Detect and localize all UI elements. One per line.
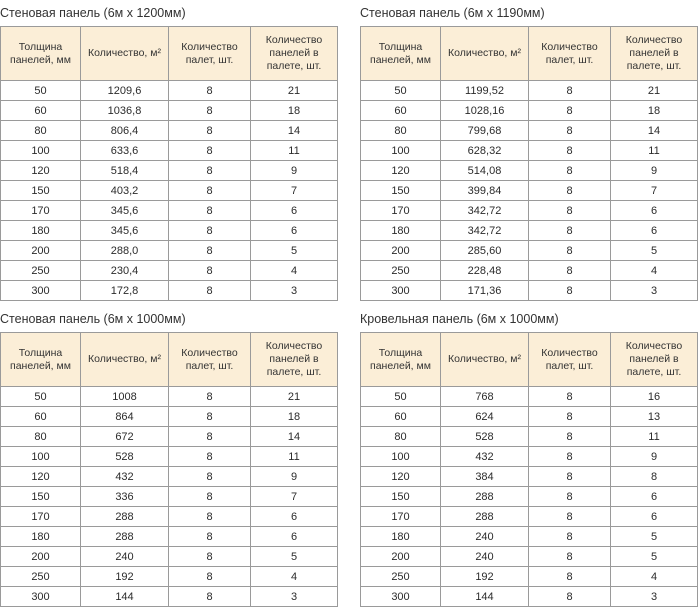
cell-panels-per-pallet: 18 xyxy=(251,407,338,427)
table-row xyxy=(1,121,338,141)
cell-thickness: 100 xyxy=(361,447,441,467)
cell-panels-per-pallet: 3 xyxy=(611,587,698,607)
cell-pallets: 8 xyxy=(169,407,251,427)
cell-thickness: 180 xyxy=(361,221,441,241)
cell-thickness: 60 xyxy=(361,407,441,427)
spec-table xyxy=(0,26,338,301)
table-row xyxy=(1,281,338,301)
cell-panels-per-pallet: 3 xyxy=(251,587,338,607)
table-row xyxy=(1,487,338,507)
header-pallets: Количество палет, шт. xyxy=(529,333,611,387)
cell-thickness: 100 xyxy=(1,141,81,161)
table-row xyxy=(1,467,338,487)
cell-pallets: 8 xyxy=(529,447,611,467)
cell-panels-per-pallet: 14 xyxy=(251,121,338,141)
cell-quantity: 288 xyxy=(81,507,169,527)
cell-pallets: 8 xyxy=(529,181,611,201)
cell-thickness: 50 xyxy=(1,81,81,101)
cell-quantity: 342,72 xyxy=(441,221,529,241)
cell-panels-per-pallet: 6 xyxy=(611,221,698,241)
cell-thickness: 200 xyxy=(1,547,81,567)
cell-quantity: 528 xyxy=(441,427,529,447)
cell-panels-per-pallet: 18 xyxy=(251,101,338,121)
cell-pallets: 8 xyxy=(169,447,251,467)
table-row xyxy=(361,427,698,447)
cell-panels-per-pallet: 11 xyxy=(251,447,338,467)
table-row xyxy=(1,447,338,467)
cell-panels-per-pallet: 7 xyxy=(251,181,338,201)
table-row xyxy=(361,81,698,101)
header-quantity: Количество, м² xyxy=(81,27,169,81)
cell-quantity: 864 xyxy=(81,407,169,427)
cell-thickness: 250 xyxy=(1,261,81,281)
cell-panels-per-pallet: 9 xyxy=(251,467,338,487)
header-panels-per-pallet: Количество панелей в палете, шт. xyxy=(251,333,338,387)
table-row xyxy=(1,181,338,201)
cell-quantity: 288,0 xyxy=(81,241,169,261)
header-thickness: Толщина панелей, мм xyxy=(1,333,81,387)
cell-quantity: 806,4 xyxy=(81,121,169,141)
cell-quantity: 285,60 xyxy=(441,241,529,261)
table-row xyxy=(361,181,698,201)
cell-panels-per-pallet: 6 xyxy=(611,487,698,507)
cell-quantity: 144 xyxy=(81,587,169,607)
cell-quantity: 633,6 xyxy=(81,141,169,161)
cell-quantity: 192 xyxy=(441,567,529,587)
cell-pallets: 8 xyxy=(529,587,611,607)
table-row xyxy=(361,467,698,487)
cell-thickness: 250 xyxy=(361,261,441,281)
table-row xyxy=(361,527,698,547)
cell-pallets: 8 xyxy=(169,387,251,407)
cell-panels-per-pallet: 3 xyxy=(611,281,698,301)
table-row xyxy=(361,141,698,161)
cell-panels-per-pallet: 9 xyxy=(611,161,698,181)
cell-pallets: 8 xyxy=(529,527,611,547)
cell-quantity: 342,72 xyxy=(441,201,529,221)
cell-thickness: 80 xyxy=(361,121,441,141)
cell-pallets: 8 xyxy=(169,121,251,141)
cell-thickness: 120 xyxy=(1,467,81,487)
cell-quantity: 288 xyxy=(81,527,169,547)
cell-pallets: 8 xyxy=(529,141,611,161)
cell-thickness: 300 xyxy=(1,281,81,301)
cell-thickness: 180 xyxy=(1,527,81,547)
cell-thickness: 180 xyxy=(361,527,441,547)
cell-quantity: 230,4 xyxy=(81,261,169,281)
cell-pallets: 8 xyxy=(529,567,611,587)
cell-pallets: 8 xyxy=(169,81,251,101)
table-row xyxy=(1,527,338,547)
table-row xyxy=(361,567,698,587)
cell-quantity: 240 xyxy=(81,547,169,567)
cell-quantity: 432 xyxy=(441,447,529,467)
table-row xyxy=(1,507,338,527)
cell-thickness: 60 xyxy=(1,101,81,121)
cell-pallets: 8 xyxy=(169,221,251,241)
table-row xyxy=(361,281,698,301)
cell-panels-per-pallet: 4 xyxy=(611,261,698,281)
cell-thickness: 250 xyxy=(1,567,81,587)
table-row xyxy=(361,121,698,141)
cell-quantity: 514,08 xyxy=(441,161,529,181)
header-thickness: Толщина панелей, мм xyxy=(361,27,441,81)
cell-panels-per-pallet: 6 xyxy=(611,201,698,221)
cell-quantity: 240 xyxy=(441,547,529,567)
table-title: Стеновая панель (6м х 1200мм) xyxy=(0,6,186,20)
header-pallets: Количество палет, шт. xyxy=(529,27,611,81)
table-row xyxy=(361,161,698,181)
header-row xyxy=(361,27,698,81)
table-title: Стеновая панель (6м х 1000мм) xyxy=(0,312,186,326)
table-row xyxy=(361,487,698,507)
cell-pallets: 8 xyxy=(169,161,251,181)
table-row xyxy=(361,241,698,261)
cell-pallets: 8 xyxy=(529,427,611,447)
cell-quantity: 1028,16 xyxy=(441,101,529,121)
cell-pallets: 8 xyxy=(169,507,251,527)
cell-pallets: 8 xyxy=(169,141,251,161)
cell-panels-per-pallet: 6 xyxy=(611,507,698,527)
cell-thickness: 150 xyxy=(361,181,441,201)
table-row xyxy=(361,201,698,221)
cell-panels-per-pallet: 14 xyxy=(611,121,698,141)
cell-quantity: 1008 xyxy=(81,387,169,407)
cell-pallets: 8 xyxy=(529,241,611,261)
cell-pallets: 8 xyxy=(529,487,611,507)
cell-quantity: 345,6 xyxy=(81,221,169,241)
cell-thickness: 100 xyxy=(361,141,441,161)
cell-quantity: 288 xyxy=(441,487,529,507)
cell-quantity: 624 xyxy=(441,407,529,427)
cell-pallets: 8 xyxy=(529,467,611,487)
cell-quantity: 628,32 xyxy=(441,141,529,161)
header-quantity: Количество, м² xyxy=(441,333,529,387)
cell-quantity: 1199,52 xyxy=(441,81,529,101)
header-quantity: Количество, м² xyxy=(81,333,169,387)
cell-thickness: 50 xyxy=(1,387,81,407)
cell-pallets: 8 xyxy=(169,261,251,281)
table-row xyxy=(361,447,698,467)
cell-pallets: 8 xyxy=(169,587,251,607)
cell-panels-per-pallet: 11 xyxy=(251,141,338,161)
cell-pallets: 8 xyxy=(169,181,251,201)
cell-thickness: 170 xyxy=(1,507,81,527)
cell-quantity: 144 xyxy=(441,587,529,607)
cell-quantity: 384 xyxy=(441,467,529,487)
cell-pallets: 8 xyxy=(529,407,611,427)
header-panels-per-pallet: Количество панелей в палете, шт. xyxy=(251,27,338,81)
cell-pallets: 8 xyxy=(529,161,611,181)
header-pallets: Количество палет, шт. xyxy=(169,333,251,387)
cell-panels-per-pallet: 21 xyxy=(611,81,698,101)
table-row xyxy=(1,201,338,221)
header-quantity: Количество, м² xyxy=(441,27,529,81)
table-row xyxy=(361,221,698,241)
cell-panels-per-pallet: 7 xyxy=(251,487,338,507)
cell-thickness: 80 xyxy=(361,427,441,447)
cell-pallets: 8 xyxy=(529,281,611,301)
cell-pallets: 8 xyxy=(169,281,251,301)
cell-pallets: 8 xyxy=(529,261,611,281)
table-row xyxy=(1,407,338,427)
table-title: Кровельная панель (6м х 1000мм) xyxy=(360,312,559,326)
table-row xyxy=(361,507,698,527)
cell-thickness: 180 xyxy=(1,221,81,241)
cell-quantity: 799,68 xyxy=(441,121,529,141)
cell-pallets: 8 xyxy=(169,101,251,121)
cell-panels-per-pallet: 11 xyxy=(611,427,698,447)
cell-panels-per-pallet: 11 xyxy=(611,141,698,161)
cell-thickness: 50 xyxy=(361,387,441,407)
cell-quantity: 403,2 xyxy=(81,181,169,201)
cell-pallets: 8 xyxy=(529,101,611,121)
cell-pallets: 8 xyxy=(529,547,611,567)
table-block-roof-1000 xyxy=(360,310,697,607)
cell-pallets: 8 xyxy=(169,547,251,567)
cell-panels-per-pallet: 5 xyxy=(611,547,698,567)
cell-panels-per-pallet: 9 xyxy=(251,161,338,181)
cell-panels-per-pallet: 21 xyxy=(251,387,338,407)
table-row xyxy=(1,241,338,261)
cell-panels-per-pallet: 21 xyxy=(251,81,338,101)
table-row xyxy=(361,547,698,567)
cell-thickness: 150 xyxy=(1,181,81,201)
cell-panels-per-pallet: 5 xyxy=(611,241,698,261)
cell-pallets: 8 xyxy=(529,387,611,407)
cell-pallets: 8 xyxy=(529,221,611,241)
cell-pallets: 8 xyxy=(169,527,251,547)
cell-thickness: 150 xyxy=(1,487,81,507)
cell-panels-per-pallet: 6 xyxy=(251,527,338,547)
cell-quantity: 528 xyxy=(81,447,169,467)
cell-panels-per-pallet: 18 xyxy=(611,101,698,121)
cell-thickness: 80 xyxy=(1,121,81,141)
cell-quantity: 240 xyxy=(441,527,529,547)
header-panels-per-pallet: Количество панелей в палете, шт. xyxy=(611,333,698,387)
table-title: Стеновая панель (6м х 1190мм) xyxy=(360,6,545,20)
cell-quantity: 192 xyxy=(81,567,169,587)
cell-panels-per-pallet: 6 xyxy=(251,507,338,527)
cell-quantity: 345,6 xyxy=(81,201,169,221)
cell-pallets: 8 xyxy=(169,427,251,447)
table-row xyxy=(361,387,698,407)
table-row xyxy=(1,101,338,121)
cell-thickness: 80 xyxy=(1,427,81,447)
cell-panels-per-pallet: 13 xyxy=(611,407,698,427)
cell-thickness: 300 xyxy=(1,587,81,607)
cell-panels-per-pallet: 6 xyxy=(251,201,338,221)
cell-panels-per-pallet: 5 xyxy=(251,241,338,261)
table-row xyxy=(1,161,338,181)
cell-panels-per-pallet: 16 xyxy=(611,387,698,407)
cell-thickness: 60 xyxy=(1,407,81,427)
cell-thickness: 60 xyxy=(361,101,441,121)
cell-thickness: 200 xyxy=(361,241,441,261)
cell-thickness: 170 xyxy=(1,201,81,221)
cell-pallets: 8 xyxy=(529,507,611,527)
cell-thickness: 50 xyxy=(361,81,441,101)
cell-quantity: 171,36 xyxy=(441,281,529,301)
cell-panels-per-pallet: 3 xyxy=(251,281,338,301)
spec-table xyxy=(360,332,698,607)
cell-thickness: 300 xyxy=(361,587,441,607)
cell-panels-per-pallet: 7 xyxy=(611,181,698,201)
cell-panels-per-pallet: 4 xyxy=(611,567,698,587)
cell-quantity: 172,8 xyxy=(81,281,169,301)
header-thickness: Толщина панелей, мм xyxy=(1,27,81,81)
cell-quantity: 672 xyxy=(81,427,169,447)
table-row xyxy=(1,221,338,241)
header-panels-per-pallet: Количество панелей в палете, шт. xyxy=(611,27,698,81)
cell-quantity: 768 xyxy=(441,387,529,407)
cell-pallets: 8 xyxy=(169,487,251,507)
cell-thickness: 120 xyxy=(361,467,441,487)
cell-pallets: 8 xyxy=(169,467,251,487)
cell-quantity: 518,4 xyxy=(81,161,169,181)
cell-quantity: 1036,8 xyxy=(81,101,169,121)
cell-thickness: 120 xyxy=(1,161,81,181)
cell-panels-per-pallet: 4 xyxy=(251,567,338,587)
spec-table xyxy=(360,26,698,301)
cell-pallets: 8 xyxy=(529,121,611,141)
cell-pallets: 8 xyxy=(169,567,251,587)
header-row xyxy=(1,27,338,81)
cell-quantity: 432 xyxy=(81,467,169,487)
cell-panels-per-pallet: 5 xyxy=(251,547,338,567)
cell-panels-per-pallet: 14 xyxy=(251,427,338,447)
cell-quantity: 336 xyxy=(81,487,169,507)
cell-thickness: 150 xyxy=(361,487,441,507)
header-thickness: Толщина панелей, мм xyxy=(361,333,441,387)
cell-pallets: 8 xyxy=(169,201,251,221)
cell-thickness: 120 xyxy=(361,161,441,181)
cell-thickness: 250 xyxy=(361,567,441,587)
cell-panels-per-pallet: 5 xyxy=(611,527,698,547)
table-row xyxy=(1,81,338,101)
cell-pallets: 8 xyxy=(529,201,611,221)
cell-pallets: 8 xyxy=(529,81,611,101)
table-row xyxy=(361,261,698,281)
table-row xyxy=(1,141,338,161)
cell-quantity: 399,84 xyxy=(441,181,529,201)
cell-panels-per-pallet: 4 xyxy=(251,261,338,281)
table-row xyxy=(361,101,698,121)
cell-quantity: 228,48 xyxy=(441,261,529,281)
cell-quantity: 1209,6 xyxy=(81,81,169,101)
table-row xyxy=(361,407,698,427)
table-row xyxy=(1,427,338,447)
table-row xyxy=(1,567,338,587)
spec-table xyxy=(0,332,338,607)
cell-thickness: 170 xyxy=(361,507,441,527)
cell-panels-per-pallet: 8 xyxy=(611,467,698,487)
header-row xyxy=(361,333,698,387)
cell-thickness: 300 xyxy=(361,281,441,301)
cell-quantity: 288 xyxy=(441,507,529,527)
table-row xyxy=(1,547,338,567)
table-row xyxy=(1,387,338,407)
cell-thickness: 200 xyxy=(1,241,81,261)
table-block-wall-1000 xyxy=(0,310,337,607)
cell-pallets: 8 xyxy=(169,241,251,261)
header-pallets: Количество палет, шт. xyxy=(169,27,251,81)
cell-panels-per-pallet: 9 xyxy=(611,447,698,467)
header-row xyxy=(1,333,338,387)
table-block-wall-1200 xyxy=(0,4,337,301)
table-row xyxy=(1,261,338,281)
cell-thickness: 200 xyxy=(361,547,441,567)
cell-panels-per-pallet: 6 xyxy=(251,221,338,241)
cell-thickness: 170 xyxy=(361,201,441,221)
cell-thickness: 100 xyxy=(1,447,81,467)
table-block-wall-1190 xyxy=(360,4,697,301)
